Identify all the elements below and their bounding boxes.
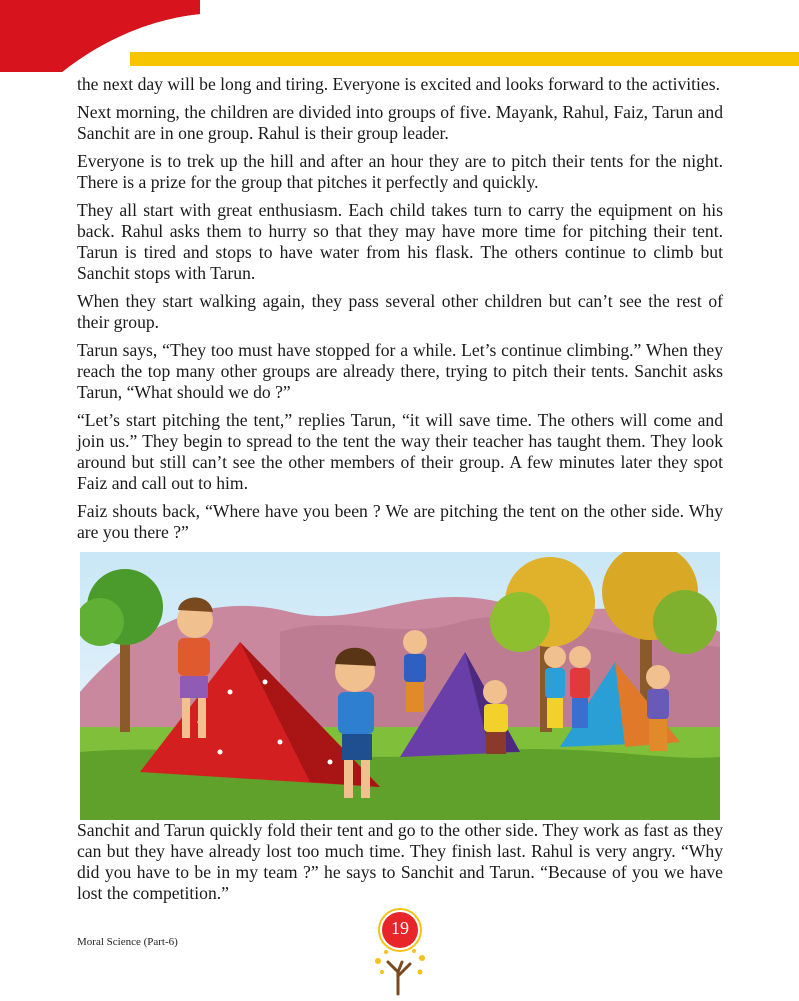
page-number: 19 bbox=[391, 918, 409, 938]
header-decoration bbox=[0, 0, 799, 80]
paragraph: Next morning, the children are divided into groups of five. Mayank, Rahul, Faiz, Tarun and Sanchit are in one group. Rahul is their group leader. bbox=[77, 102, 723, 143]
paragraph: When they start walking again, they pass several other children but can’t see the rest of their group. bbox=[77, 291, 723, 332]
paragraph: “Let’s start pitching the tent,” replies Tarun, “it will save time. The others will come and join us.” They begin to spread to the tent the way their teacher has taught them. They look around but still can’t see the other members of their group. A few minutes later they spot Faiz and call out to him. bbox=[77, 410, 723, 493]
paragraph: Faiz shouts back, “Where have you been ? We are pitching the tent on the other side. Why are you there ?” bbox=[77, 501, 723, 542]
closing-paragraph: Sanchit and Tarun quickly fold their tent and go to the other side. They work as fast as they can but they have already lost too much time. They finish last. Rahul is very angry. “Why did you have to be in my team ?” he says to Sanchit and Tarun. “Because of you we have lost the competition.” bbox=[77, 820, 723, 903]
paragraph: the next day will be long and tiring. Everyone is excited and looks forward to the activities. bbox=[77, 74, 720, 94]
paragraph: Tarun says, “They too must have stopped for a while. Let’s continue climbing.” When they reach the top many other groups are already there, trying to pitch their tents. Sanchit asks Tarun, “What should we do ?” bbox=[77, 340, 723, 402]
page-number-badge bbox=[368, 906, 432, 996]
paragraph: They all start with great enthusiasm. Each child takes turn to carry the equipment on his back. Rahul asks them to hurry so that they may have more time for pitching their tent. Tarun is tired and stops to have water from his flask. The others continue to climb but Sanchit stops with Tarun. bbox=[77, 200, 723, 283]
paragraph: Everyone is to trek up the hill and after an hour they are to pitch their tents for the night. There is a prize for the group that pitches it perfectly and quickly. bbox=[77, 151, 723, 192]
camping-illustration bbox=[80, 552, 720, 820]
boy-blue-shirt bbox=[403, 630, 427, 712]
book-title: Moral Science (Part-6) bbox=[77, 936, 178, 948]
boy-yellow-shirt bbox=[483, 680, 508, 754]
story-text bbox=[77, 74, 723, 550]
